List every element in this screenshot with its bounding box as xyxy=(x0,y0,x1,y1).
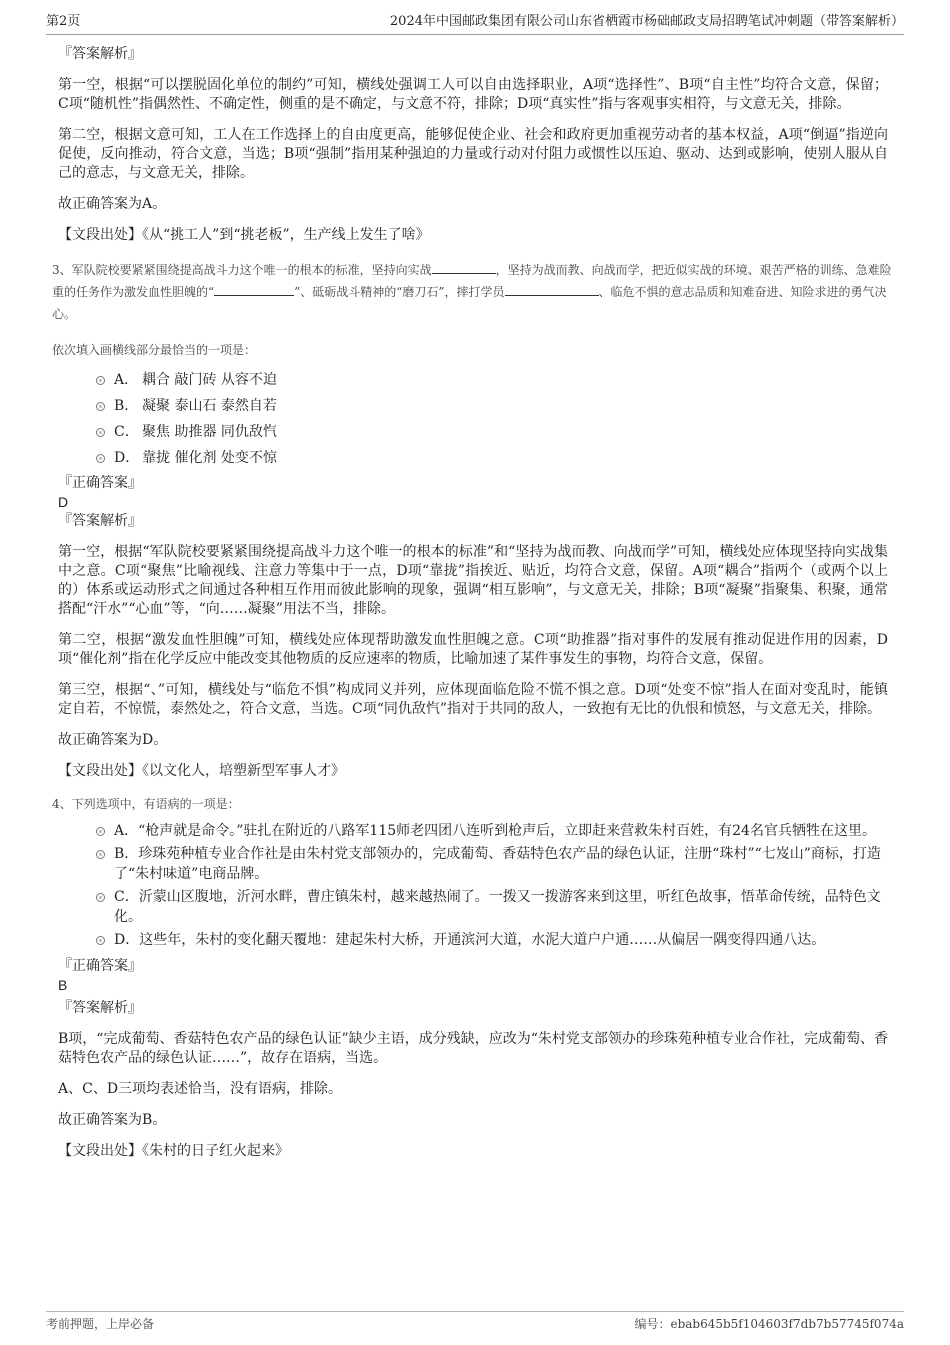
q4-option-d[interactable] xyxy=(94,930,894,950)
radio-icon[interactable] xyxy=(96,428,105,437)
option-text: 凝聚 泰山石 泰然自若 xyxy=(142,398,277,414)
document-title: 2024年中国邮政集团有限公司山东省栖霞市杨础邮政支局招聘笔试冲刺题（带答案解析） xyxy=(389,14,904,29)
q3-analysis-para-2: 第二空，根据“激发血性胆魄”可知，横线处应体现帮助激发血性胆魄之意。C项“助推器”指对事件的发展有推动促进作用的因素，D项“催化剂”指在化学反应中能改变其他物质的反应速率的物质，比喻加速了某件事发生的事物，均符合文意，保留。 xyxy=(58,632,888,667)
q3-correct-answer: D xyxy=(58,494,69,510)
page-footer xyxy=(46,1311,904,1331)
radio-icon[interactable] xyxy=(96,402,105,411)
q3-source: 【文段出处】《以文化人，培塑新型军事人才》 xyxy=(58,763,345,779)
radio-icon[interactable] xyxy=(96,376,105,385)
page-number: 第2页 xyxy=(46,14,81,29)
q2-source: 【文段出处】《从“挑工人”到“挑老板”，生产线上发生了啥》 xyxy=(58,227,430,243)
radio-icon[interactable] xyxy=(96,893,105,902)
option-text: B．珍珠苑种植专业合作社是由朱村党支部领办的，完成葡萄、香菇特色农产品的绿色认证，注册“珠村”“七岌山”商标，打造了“朱村味道”电商品牌。 xyxy=(114,846,881,882)
q4-analysis-tag: 『答案解析』 xyxy=(58,1000,142,1016)
q3-option-c[interactable] xyxy=(94,419,888,445)
document-id: 编号：ebab645b5f104603f7db7b57745f074a xyxy=(634,1317,904,1331)
option-letter: A． xyxy=(114,372,139,388)
radio-icon[interactable] xyxy=(96,850,105,859)
q4-options xyxy=(94,821,894,950)
q3-conclusion: 故正确答案为D。 xyxy=(58,732,168,748)
q3-stem-part-2: ，坚持为战而教、向战而学，把近似实战的环境、艰苦严格的训练、急难险重的任务作为激发血性胆魄的“ xyxy=(52,263,892,299)
q3-blank-3 xyxy=(505,283,599,296)
q3-analysis-para-1: 第一空，根据“军队院校要紧紧围绕提高战斗力这个唯一的根本的标准”和“坚持为战而教、向战而学”可知，横线处应体现坚持向实战集中之意。C项“聚焦”比喻视线、注意力等集中于一点，D项“靠拢”指挨近、贴近，均符合文意，保留。A项“耦合”指两个（或两个以上的）体系或运动形式之间通过各种相互作用而彼此影响的现象，强调“相互影响”，与文意无关，排除；B项“凝聚”指聚集、积聚，通常搭配“汗水”“心血”等，“向……凝聚”用法不当，排除。 xyxy=(58,544,888,617)
option-letter: D． xyxy=(114,450,140,466)
q3-option-a[interactable] xyxy=(94,367,888,393)
q4-stem: 4、下列选项中，有语病的一项是： xyxy=(52,797,240,811)
q3-analysis-tag: 『答案解析』 xyxy=(58,513,142,529)
q3-stem xyxy=(52,259,892,325)
q3-options xyxy=(94,367,888,471)
q3-option-d[interactable] xyxy=(94,445,888,471)
q3-intro: 依次填入画横线部分最恰当的一项是： xyxy=(52,343,257,357)
q3-correct-tag: 『正确答案』 xyxy=(58,475,142,491)
option-text: 聚焦 助推器 同仇敌忾 xyxy=(142,424,277,440)
q3-stem-part-1: 3、军队院校要紧紧围绕提高战斗力这个唯一的根本的标准，坚持向实战 xyxy=(52,263,432,277)
option-text: 靠拢 催化剂 处变不惊 xyxy=(142,450,277,466)
q3-stem-part-3: ”、砥砺战斗精神的“磨刀石”，摔打学员 xyxy=(294,285,505,299)
q2-analysis-para-2: 第二空，根据文意可知，工人在工作选择上的自由度更高，能够促使企业、社会和政府更加重视劳动者的基本权益，A项“倒逼”指逆向促使，反向推动，符合文意，当选；B项“强制”指用某种强迫的力量或行动对付阻力或惯性以压迫、驱动、达到或影响，使别人服从自己的意志，与文意无关，排除。 xyxy=(58,127,888,181)
radio-icon[interactable] xyxy=(96,936,105,945)
q4-conclusion: 故正确答案为B。 xyxy=(58,1112,167,1128)
radio-icon[interactable] xyxy=(96,454,105,463)
q4-correct-answer: B xyxy=(58,977,68,993)
q4-source: 【文段出处】《朱村的日子红火起来》 xyxy=(58,1143,289,1159)
q2-analysis-tag: 『答案解析』 xyxy=(58,46,142,62)
q3-stem-part-4: 、临危不惧的意志品质和知难奋进、知险求进的勇气决心。 xyxy=(52,285,887,321)
q4-option-c[interactable] xyxy=(94,887,894,927)
page-header xyxy=(46,12,904,35)
option-text: A．“枪声就是命令。”驻扎在附近的八路军115师老四团八连听到枪声后，立即赶来营救朱村百姓，有24名官兵牺牲在这里。 xyxy=(114,823,876,839)
q4-option-b[interactable] xyxy=(94,844,894,884)
q4-analysis-para-2: A、C、D三项均表述恰当，没有语病，排除。 xyxy=(58,1081,343,1097)
option-text: C．沂蒙山区腹地，沂河水畔，曹庄镇朱村，越来越热闹了。一拨又一拨游客来到这里，听红色故事，悟革命传统，品特色文化。 xyxy=(114,889,881,925)
q2-analysis-para-1: 第一空，根据“可以摆脱固化单位的制约”可知，横线处强调工人可以自由选择职业，A项“选择性”、B项“自主性”均符合文意，保留；C项“随机性”指偶然性、不确定性，侧重的是不确定，与文意不符，排除；D项“真实性”指与客观事实相符，与文意无关，排除。 xyxy=(58,77,888,112)
q4-correct-tag: 『正确答案』 xyxy=(58,958,142,974)
option-letter: B． xyxy=(114,398,139,414)
radio-icon[interactable] xyxy=(96,827,105,836)
option-text: 耦合 敲门砖 从容不迫 xyxy=(142,372,277,388)
q3-blank-2 xyxy=(214,283,294,296)
q3-option-b[interactable] xyxy=(94,393,888,419)
q2-conclusion: 故正确答案为A。 xyxy=(58,196,167,212)
q4-analysis-para-1: B项，“完成葡萄、香菇特色农产品的绿色认证”缺少主语，成分残缺，应改为“朱村党支部领办的珍珠苑种植专业合作社，完成葡萄、香菇特色农产品的绿色认证……”，故存在语病，当选。 xyxy=(58,1031,888,1066)
page-content xyxy=(52,44,892,1161)
option-letter: C． xyxy=(114,424,139,440)
q3-blank-1 xyxy=(432,261,496,274)
q4-option-a[interactable] xyxy=(94,821,894,841)
option-text: D．这些年，朱村的变化翻天覆地：建起朱村大桥，开通滨河大道，水泥大道户户通……从偏居一隅变得四通八达。 xyxy=(114,932,826,948)
q3-analysis-para-3: 第三空，根据“、”可知，横线处与“临危不惧”构成同义并列，应体现面临危险不慌不惧之意。D项“处变不惊”指人在面对变乱时，能镇定自若，不惊慌，泰然处之，符合文意，当选。C项“同仇敌忾”指对于共同的敌人，一致抱有无比的仇恨和愤怒，与文意无关，排除。 xyxy=(58,682,888,717)
footer-slogan: 考前押题，上岸必备 xyxy=(46,1317,155,1331)
